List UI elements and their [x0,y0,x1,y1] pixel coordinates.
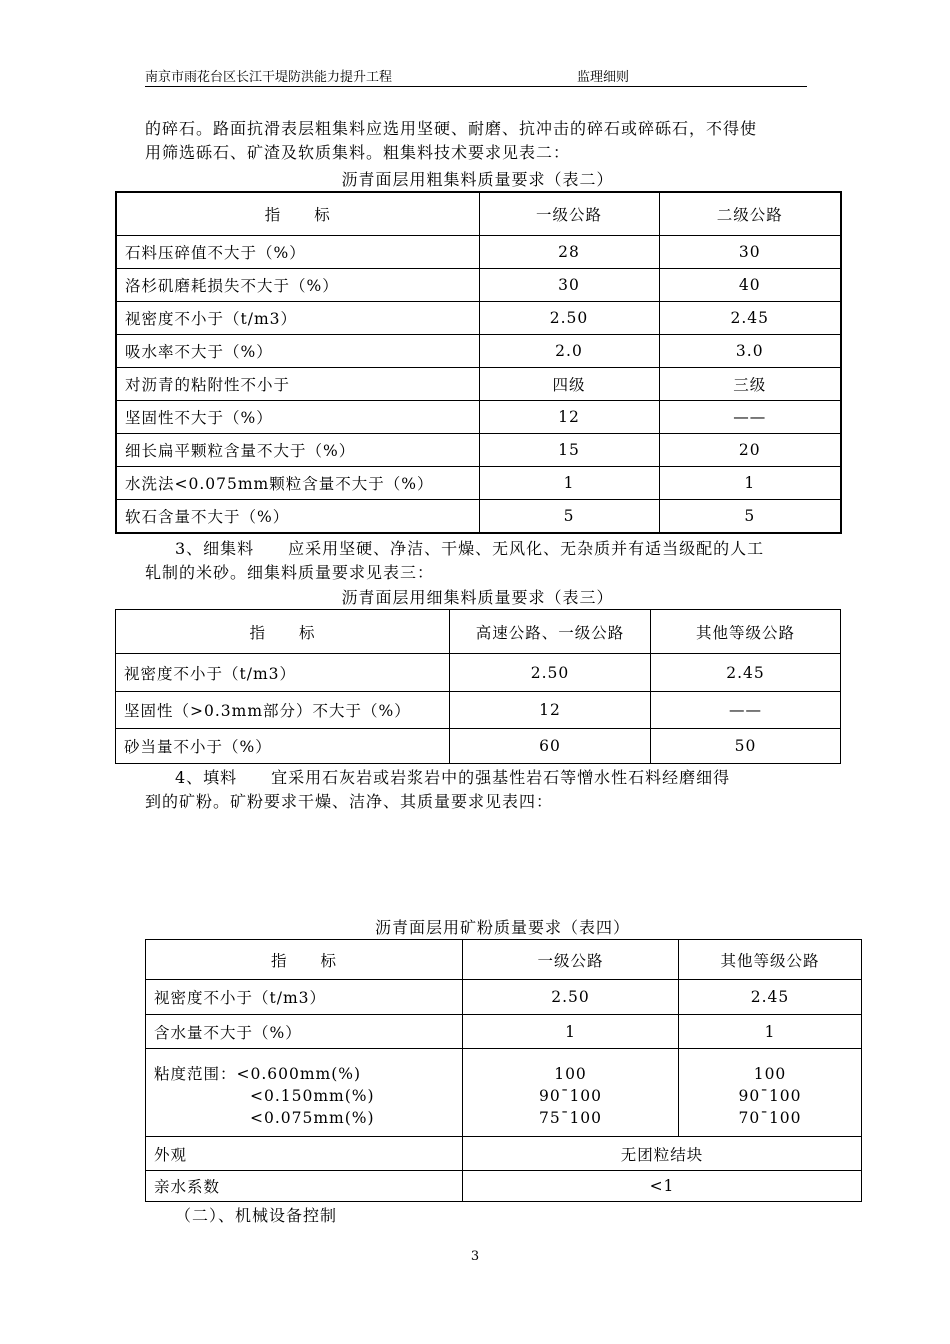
row-value: 12 [479,400,659,433]
table-row [116,499,841,533]
grading-values-grade1 [463,1049,679,1137]
section-heading: （二）、机械设备控制 [175,1206,338,1225]
table4-caption: 沥青面层用矿粉质量要求（表四） [374,918,630,937]
row-value: 12 [450,692,651,729]
paragraph-filler [145,766,815,814]
row-value: 1 [463,1015,679,1049]
grading-label-line: 粘度范围：<0.600mm(%) [154,1065,362,1083]
table-row [116,466,841,499]
page-header [145,66,807,87]
paragraph-fine-aggregate [145,537,815,585]
grading-value: 75¯100 [538,1109,603,1127]
row-value: 2.45 [659,301,841,334]
row-label: 软石含量不大于（%） [116,499,479,533]
row-label: 外观 [146,1137,463,1171]
table-row [116,692,841,729]
row-value: 30 [659,235,841,268]
row-value-merged: 无团粒结块 [463,1137,862,1171]
table-row-grading [146,1049,862,1137]
paragraph-line: 3、细集料 应采用坚硬、净洁、干燥、无风化、无杂质并有适当级配的人工 [175,539,765,558]
row-label: 细长扁平颗粒含量不大于（%） [116,433,479,466]
row-label: 坚固性不大于（%） [116,400,479,433]
table-row [146,1015,862,1049]
table3-fine-aggregate [115,609,841,764]
paragraph-line: 轧制的米砂。细集料质量要求见表三： [145,563,435,582]
row-value: 2.50 [450,654,651,692]
header-project: 南京市雨花台区长江干堤防洪能力提升工程 [145,70,393,85]
row-value: 3.0 [659,334,841,367]
grading-value: 100 [753,1065,787,1083]
row-label: 含水量不大于（%） [146,1015,463,1049]
grading-value: 70¯100 [738,1109,802,1127]
table2-caption: 沥青面层用粗集料质量要求（表二） [341,170,614,189]
row-value: 5 [479,499,659,533]
header-cell: 二级公路 [659,192,841,235]
header-cell: 一级公路 [463,940,679,980]
grading-label-line: <0.075mm(%) [250,1109,375,1127]
row-label: 对沥青的粘附性不小于 [116,367,479,400]
header-doc-type: 监理细则 [577,70,630,85]
row-value: 5 [659,499,841,533]
row-value: —— [659,400,841,433]
grading-label-line: <0.150mm(%) [250,1087,375,1105]
table-header-row [146,940,862,980]
row-label: 石料压碎值不大于（%） [116,235,479,268]
row-label: 亲水系数 [146,1171,463,1202]
table-row [146,1171,862,1202]
header-cell: 指 标 [116,192,479,235]
row-value: 30 [479,268,659,301]
row-value: 15 [479,433,659,466]
row-value: 28 [479,235,659,268]
paragraph-line: 的碎石。路面抗滑表层粗集料应选用坚硬、耐磨、抗冲击的碎石或碎砾石，不得使 [145,119,758,138]
row-value: 1 [659,466,841,499]
row-value: 20 [659,433,841,466]
table-row [116,400,841,433]
row-value: 2.45 [679,980,862,1015]
table-row [116,367,841,400]
grading-value: 90¯100 [538,1087,603,1105]
grading-label [146,1049,463,1137]
paragraph-line: 4、填料 宜采用石灰岩或岩浆岩中的强基性岩石等憎水性石料经磨细得 [175,768,731,787]
table4-mineral-powder [145,939,862,1202]
row-label: 砂当量不小于（%） [116,729,450,764]
row-value: 40 [659,268,841,301]
header-cell: 指 标 [146,940,463,980]
row-label: 洛杉矶磨耗损失不大于（%） [116,268,479,301]
header-cell: 高速公路、一级公路 [450,610,651,654]
table-header-row [116,610,841,654]
row-value: —— [651,692,841,729]
table-row [116,235,841,268]
row-value: 2.0 [479,334,659,367]
header-cell: 一级公路 [479,192,659,235]
header-cell: 指 标 [116,610,450,654]
table2-coarse-aggregate [115,191,842,534]
grading-value: 100 [554,1065,587,1083]
header-cell: 其他等级公路 [679,940,862,980]
row-value: 50 [651,729,841,764]
header-cell: 其他等级公路 [651,610,841,654]
table-row [116,334,841,367]
row-label: 坚固性（>0.3mm部分）不大于（%） [116,692,450,729]
table-row [116,729,841,764]
row-label: 吸水率不大于（%） [116,334,479,367]
page-number: 3 [470,1249,480,1264]
table-row [146,980,862,1015]
row-value: 三级 [659,367,841,400]
table3-caption: 沥青面层用细集料质量要求（表三） [341,588,614,607]
grading-value: 90¯100 [738,1087,802,1105]
paragraph-line: 用筛选砾石、矿渣及软质集料。粗集料技术要求见表二： [145,143,571,162]
grading-values-other [679,1049,862,1137]
row-label: 水洗法<0.075mm颗粒含量不大于（%） [116,466,479,499]
row-value: 2.45 [651,654,841,692]
row-value: 2.50 [463,980,679,1015]
row-label: 视密度不小于（t/m3） [116,654,450,692]
row-value: 1 [479,466,659,499]
row-value: 60 [450,729,651,764]
row-value: 四级 [479,367,659,400]
table-row [146,1137,862,1171]
table-row [116,433,841,466]
table-header-row [116,192,841,235]
table-row [116,268,841,301]
row-label: 视密度不小于（t/m3） [146,980,463,1015]
table-row [116,301,841,334]
row-value: 2.50 [479,301,659,334]
row-label: 视密度不小于（t/m3） [116,301,479,334]
row-value-merged: <1 [463,1171,862,1202]
paragraph-coarse-aggregate [145,117,815,165]
table-row [116,654,841,692]
row-value: 1 [679,1015,862,1049]
paragraph-line: 到的矿粉。矿粉要求干燥、洁净、其质量要求见表四： [145,792,554,811]
